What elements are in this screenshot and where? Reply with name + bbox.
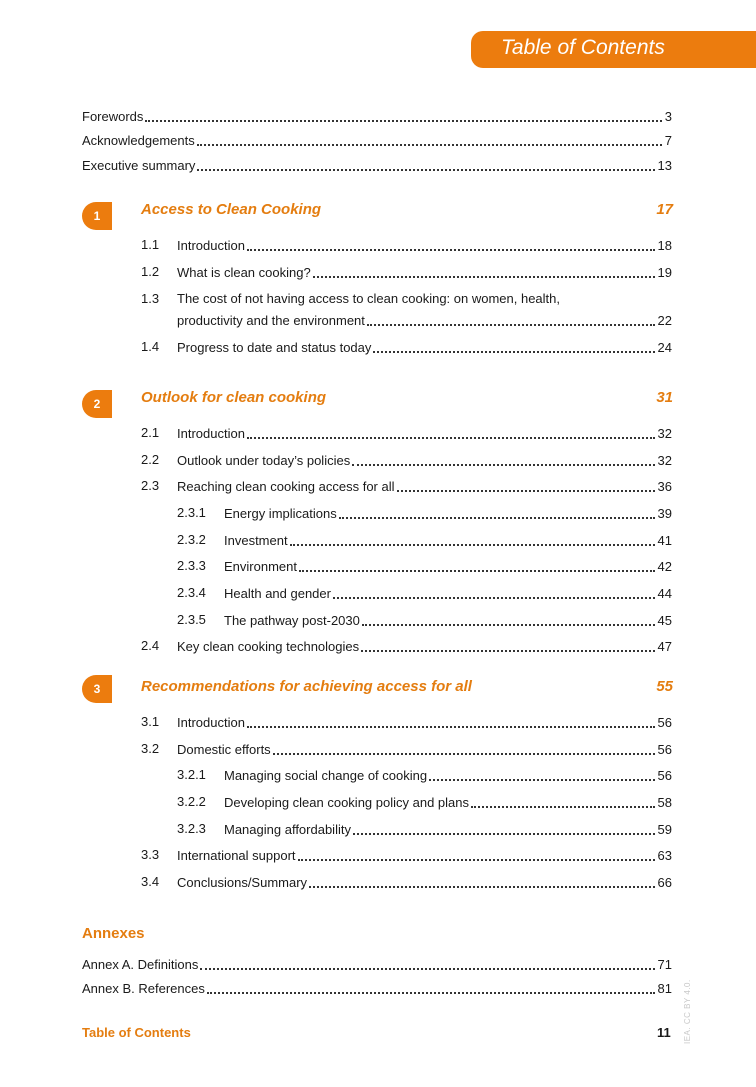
toc-entry[interactable]: [177, 713, 672, 731]
toc-entry-page: 13: [657, 158, 672, 173]
page-heading: Table of Contents: [501, 36, 665, 59]
section-number: 1.4: [141, 339, 160, 354]
toc-entry-page: 22: [657, 313, 672, 328]
toc-entry-page: 56: [657, 715, 672, 730]
toc-entry-page: 36: [657, 479, 672, 494]
section-number: 2.3: [141, 478, 160, 493]
dot-leader: [197, 132, 662, 146]
chapter-page: 17: [656, 201, 673, 218]
toc-entry[interactable]: [224, 557, 672, 575]
subsection-number: 3.2.1: [177, 767, 206, 782]
chapter-number-badge: 3: [82, 675, 112, 703]
toc-entry-page: 3: [664, 109, 672, 124]
dot-leader: [352, 452, 654, 466]
toc-entry-label: Annex A. Definitions: [82, 957, 199, 972]
toc-entry[interactable]: [177, 263, 672, 281]
dot-leader: [471, 794, 655, 808]
subsection-number: 2.3.2: [177, 532, 206, 547]
chapter-title[interactable]: Access to Clean Cooking: [141, 201, 322, 218]
toc-entry-page: 18: [657, 238, 672, 253]
footer-title: Table of Contents: [82, 1025, 191, 1040]
toc-entry-label: Forewords: [82, 109, 144, 124]
toc-entry[interactable]: [177, 637, 672, 655]
license-note: IEA. CC BY 4.0.: [683, 979, 692, 1044]
toc-entry-label: productivity and the environment: [177, 313, 365, 328]
annexes-heading: Annexes: [82, 925, 145, 942]
dot-leader: [429, 767, 654, 781]
dot-leader: [290, 532, 655, 546]
toc-entry-label: Reaching clean cooking access for all: [177, 479, 395, 494]
section-number: 1.3: [141, 291, 160, 306]
section-number: 3.4: [141, 874, 160, 889]
toc-entry-page: 42: [657, 559, 672, 574]
toc-entry-page: 45: [657, 613, 672, 628]
footer-page-number: 11: [657, 1025, 671, 1040]
toc-entry-label: What is clean cooking?: [177, 265, 311, 280]
section-number: 3.3: [141, 847, 160, 862]
toc-entry-label: Introduction: [177, 426, 245, 441]
dot-leader: [200, 956, 654, 970]
subsection-number: 3.2.3: [177, 821, 206, 836]
subsection-number: 2.3.3: [177, 558, 206, 573]
chapter-page: 55: [656, 678, 673, 695]
toc-entry-acknowledgements[interactable]: [82, 131, 672, 149]
toc-entry-label: Acknowledgements: [82, 133, 195, 148]
section-number: 3.2: [141, 741, 160, 756]
toc-entry-page: 71: [657, 957, 672, 972]
toc-entry-label: Introduction: [177, 238, 245, 253]
subsection-number: 3.2.2: [177, 794, 206, 809]
dot-leader: [299, 558, 655, 572]
dot-leader: [145, 108, 661, 122]
toc-entry[interactable]: [224, 820, 672, 838]
dot-leader: [197, 157, 654, 171]
subsection-number: 2.3.4: [177, 585, 206, 600]
toc-entry[interactable]: [224, 766, 672, 784]
toc-entry[interactable]: [177, 236, 672, 254]
toc-entry-page: 66: [657, 875, 672, 890]
toc-entry-page: 58: [657, 795, 672, 810]
dot-leader: [309, 874, 654, 888]
toc-entry-label: Key clean cooking technologies: [177, 639, 360, 654]
toc-entry-label: Executive summary: [82, 158, 196, 173]
toc-entry-annex-b[interactable]: [82, 979, 672, 997]
toc-entry-label: Conclusions/Summary: [177, 875, 308, 890]
chapter-title[interactable]: Recommendations for achieving access for all: [141, 678, 472, 695]
toc-entry[interactable]: [224, 611, 672, 629]
toc-entry[interactable]: [224, 504, 672, 522]
toc-entry-label: Environment: [224, 559, 297, 574]
toc-entry-label: Managing affordability: [224, 822, 351, 837]
header-tab: [471, 31, 756, 68]
toc-entry[interactable]: [224, 793, 672, 811]
toc-entry-page: 59: [657, 822, 672, 837]
toc-entry[interactable]: [177, 873, 672, 891]
toc-entry-page: 41: [657, 533, 672, 548]
section-number: 2.1: [141, 425, 160, 440]
chapter-page: 31: [656, 389, 673, 406]
chapter-number-badge: 2: [82, 390, 112, 418]
toc-entry-label: Progress to date and status today: [177, 340, 372, 355]
dot-leader: [207, 980, 655, 994]
toc-entry-label: Introduction: [177, 715, 245, 730]
chapter-number-badge: 1: [82, 202, 112, 230]
toc-entry-label: The pathway post-2030: [224, 613, 360, 628]
toc-entry-page: 44: [657, 586, 672, 601]
toc-entry-page: 63: [657, 848, 672, 863]
toc-entry-label: Developing clean cooking policy and plans: [224, 795, 469, 810]
toc-entry[interactable]: [177, 846, 672, 864]
toc-entry[interactable]: [177, 311, 672, 329]
dot-leader: [247, 714, 655, 728]
toc-entry-annex-a[interactable]: [82, 955, 672, 973]
toc-entry-label: Domestic efforts: [177, 742, 271, 757]
toc-entry[interactable]: [177, 477, 672, 495]
toc-entry-label: Annex B. References: [82, 981, 205, 996]
dot-leader: [247, 425, 655, 439]
toc-entry[interactable]: [177, 338, 672, 356]
dot-leader: [313, 264, 655, 278]
dot-leader: [247, 237, 655, 251]
toc-entry-page: 32: [657, 426, 672, 441]
toc-entry-label: Outlook under today’s policies: [177, 453, 351, 468]
section-number: 3.1: [141, 714, 160, 729]
toc-entry-page: 47: [657, 639, 672, 654]
toc-entry-label: Health and gender: [224, 586, 331, 601]
toc-entry-page: 39: [657, 506, 672, 521]
dot-leader: [367, 312, 655, 326]
subsection-number: 2.3.1: [177, 505, 206, 520]
toc-entry[interactable]: [177, 451, 672, 469]
section-number: 2.4: [141, 638, 160, 653]
toc-entry-page: 19: [657, 265, 672, 280]
toc-entry-forewords[interactable]: [82, 107, 672, 125]
section-number: 1.1: [141, 237, 160, 252]
toc-entry[interactable]: [177, 424, 672, 442]
toc-entry-label: Managing social change of cooking: [224, 768, 428, 783]
toc-entry[interactable]: [224, 584, 672, 602]
toc-entry-page: 24: [657, 340, 672, 355]
toc-entry-label-line1[interactable]: The cost of not having access to clean cooking: on women, health,: [177, 291, 561, 306]
dot-leader: [333, 585, 655, 599]
dot-leader: [298, 847, 655, 861]
dot-leader: [397, 478, 655, 492]
section-number: 1.2: [141, 264, 160, 279]
toc-entry-executive-summary[interactable]: [82, 156, 672, 174]
toc-entry[interactable]: [224, 531, 672, 549]
dot-leader: [361, 638, 654, 652]
dot-leader: [339, 505, 655, 519]
toc-entry-label: Investment: [224, 533, 288, 548]
toc-entry-page: 56: [657, 768, 672, 783]
toc-entry[interactable]: [177, 740, 672, 758]
dot-leader: [362, 612, 655, 626]
dot-leader: [273, 741, 655, 755]
subsection-number: 2.3.5: [177, 612, 206, 627]
toc-entry-page: 81: [657, 981, 672, 996]
toc-entry-page: 56: [657, 742, 672, 757]
chapter-title[interactable]: Outlook for clean cooking: [141, 389, 327, 406]
section-number: 2.2: [141, 452, 160, 467]
toc-entry-page: 32: [657, 453, 672, 468]
dot-leader: [373, 339, 654, 353]
toc-entry-label: International support: [177, 848, 296, 863]
dot-leader: [353, 821, 655, 835]
toc-entry-page: 7: [664, 133, 672, 148]
toc-entry-label: Energy implications: [224, 506, 337, 521]
